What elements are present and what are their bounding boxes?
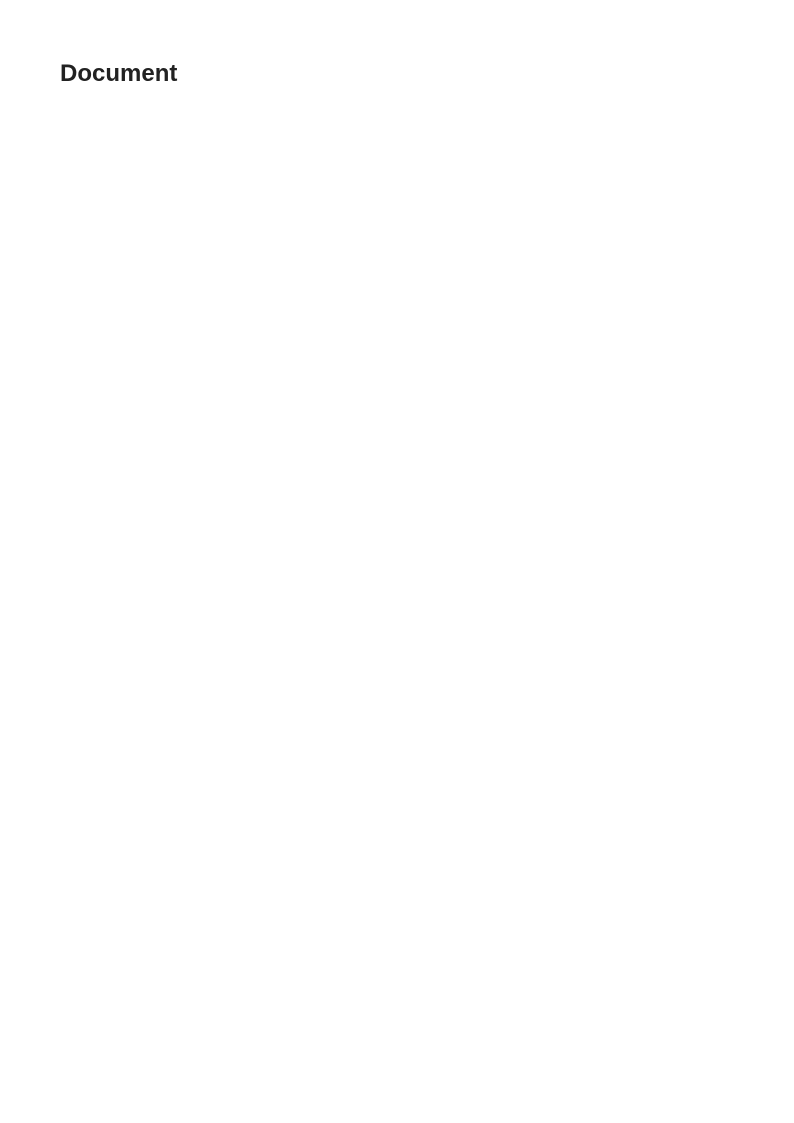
- content: [60, 60, 734, 1063]
- page-heading: Document: [60, 60, 178, 87]
